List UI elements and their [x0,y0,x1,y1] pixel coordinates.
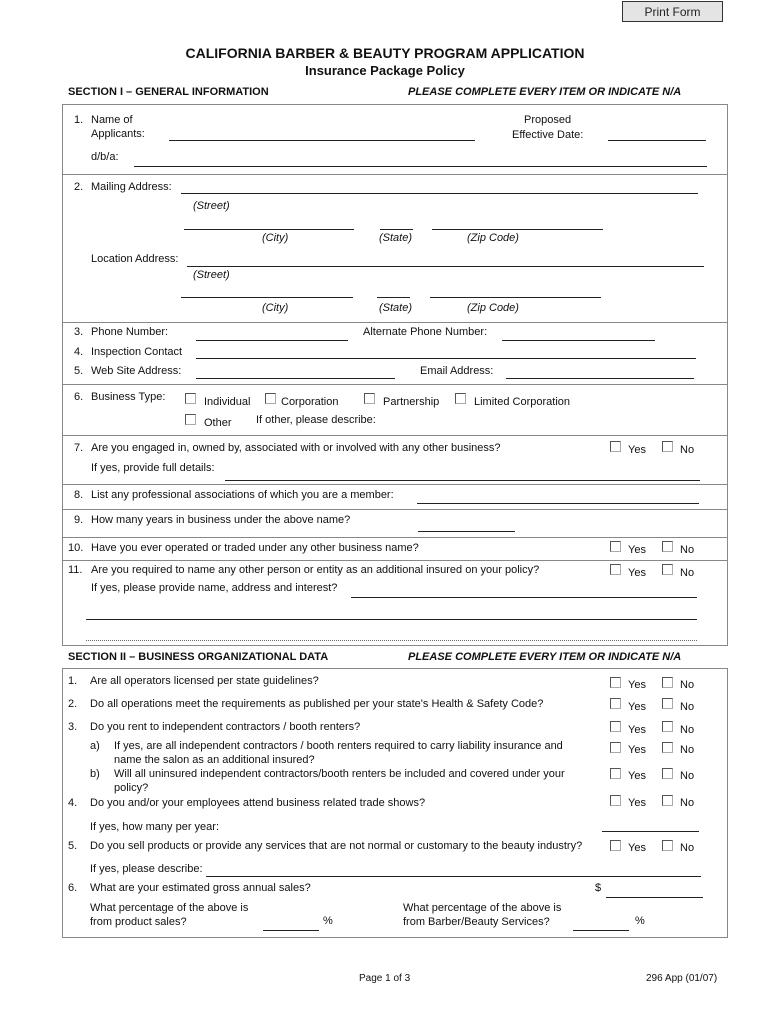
section1-instruction: PLEASE COMPLETE EVERY ITEM OR INDICATE N/A [408,86,682,98]
pct-services-percent: % [635,915,645,927]
individual-label: Individual [204,396,251,408]
q7-yes-label: Yes [628,444,646,456]
q5-label: Web Site Address: [91,365,182,377]
gross-sales-field[interactable] [606,897,703,898]
location-zip-field[interactable] [430,297,601,298]
email-field[interactable] [506,378,694,379]
page-number: Page 1 of 3 [359,973,411,984]
q8-label: List any professional associations of which you are a member: [91,489,394,501]
s2-q6-label: What are your estimated gross annual sales? [90,882,311,894]
q6-number: 6. [74,391,84,403]
s2-q1-yes-label: Yes [628,679,646,691]
pct-services-label-a: What percentage of the above is [403,902,562,914]
s2-q3-no-checkbox[interactable] [662,721,673,732]
q9-number: 9. [74,514,84,526]
divider [62,322,728,323]
q8-number: 8. [74,489,84,501]
q7-no-label: No [680,444,695,456]
other-checkbox[interactable] [185,414,196,425]
mailing-state-field[interactable] [380,229,413,230]
s2-q2-no-checkbox[interactable] [662,698,673,709]
years-in-business-field[interactable] [418,531,515,532]
q1-number: 1. [74,114,84,126]
s2-q5-no-label: No [680,842,695,854]
s2-q3b-no-checkbox[interactable] [662,768,673,779]
q10-number: 10. [68,542,84,554]
dba-field[interactable] [134,166,707,167]
individual-checkbox[interactable] [185,393,196,404]
location-city-field[interactable] [181,297,353,298]
q11-yes-checkbox[interactable] [610,564,621,575]
mailing-zip-field[interactable] [432,229,603,230]
divider [62,174,728,175]
s2-q1-no-label: No [680,679,695,691]
partnership-label: Partnership [383,396,440,408]
partnership-checkbox[interactable] [364,393,375,404]
s2-q3-label: Do you rent to independent contractors / booth renters? [90,721,361,733]
location-state-field[interactable] [377,297,410,298]
q7-label: Are you engaged in, owned by, associated with or involved with any other business? [91,442,501,454]
s2-q3a-line1: If yes, are all independent contractors / booth renters required to carry liability insurance and [114,740,563,752]
s2-q2-label: Do all operations meet the requirements as published per your state's Health & Safety Code? [90,698,544,710]
form-subtitle: Insurance Package Policy [305,63,465,78]
s2-q4-label: Do you and/or your employees attend business related trade shows? [90,797,426,809]
mailing-state-caption: (State) [379,232,413,244]
q11-label: Are you required to name any other person or entity as an additional insured on your policy? [91,564,540,576]
location-street-caption: (Street) [193,269,230,281]
s2-q3b-number: b) [90,768,100,780]
mailing-street-caption: (Street) [193,200,230,212]
s2-q2-number: 2. [68,698,78,710]
mailing-zip-caption: (Zip Code) [467,232,519,244]
s2-q3-number: 3. [68,721,78,733]
s2-q5-no-checkbox[interactable] [662,840,673,851]
section2-instruction: PLEASE COMPLETE EVERY ITEM OR INDICATE N/A [408,651,682,663]
limited-corporation-checkbox[interactable] [455,393,466,404]
s2-q1-label: Are all operators licensed per state guidelines? [90,675,319,687]
s2-q3b-line2: policy? [114,782,149,794]
s2-q4-followup-label: If yes, how many per year: [90,821,219,833]
q10-yes-checkbox[interactable] [610,541,621,552]
section1-heading: SECTION I – GENERAL INFORMATION [68,86,269,98]
s2-q5-label: Do you sell products or provide any services that are not normal or customary to the beauty industry? [90,840,583,852]
s2-q5-yes-checkbox[interactable] [610,840,621,851]
inspection-contact-field[interactable] [196,358,696,359]
pct-products-label-b: from product sales? [90,916,187,928]
s2-q3b-line1: Will all uninsured independent contractors/booth renters be included and covered under your [114,768,565,780]
divider [62,509,728,510]
s2-q1-number: 1. [68,675,78,687]
s2-q5-describe-field[interactable] [206,876,701,877]
trade-shows-per-year-field[interactable] [602,831,699,832]
dollar-sign: $ [595,882,602,894]
s2-q3a-no-label: No [680,744,695,756]
s2-q3a-number: a) [90,740,100,752]
if-other-label: If other, please describe: [256,414,376,426]
s2-q4-yes-checkbox[interactable] [610,795,621,806]
s2-q1-no-checkbox[interactable] [662,677,673,688]
s2-q2-no-label: No [680,701,695,713]
s2-q3b-yes-checkbox[interactable] [610,768,621,779]
q10-no-checkbox[interactable] [662,541,673,552]
corporation-label: Corporation [281,396,339,408]
s2-q4-no-checkbox[interactable] [662,795,673,806]
q10-yes-label: Yes [628,544,646,556]
pct-products-percent: % [323,915,333,927]
q4-number: 4. [74,346,84,358]
divider [62,537,728,538]
pct-services-field[interactable] [573,930,629,931]
q11-details-field-3[interactable] [86,640,697,641]
location-state-caption: (State) [379,302,413,314]
q6-label: Business Type: [91,391,166,403]
form-id: 296 App (01/07) [646,973,718,984]
email-label: Email Address: [420,365,494,377]
q11-number: 11. [68,564,83,576]
s2-q3-no-label: No [680,724,695,736]
location-label: Location Address: [91,253,179,265]
s2-q4-number: 4. [68,797,78,809]
q11-details-field[interactable] [351,597,697,598]
mailing-city-caption: (City) [262,232,289,244]
dba-label: d/b/a: [91,151,119,163]
q11-yes-label: Yes [628,567,646,579]
q7-number: 7. [74,442,84,454]
s2-q3-yes-label: Yes [628,724,646,736]
s2-q4-yes-label: Yes [628,797,646,809]
alt-phone-field[interactable] [502,340,655,341]
applicants-name-field[interactable] [169,140,475,141]
s2-q5-number: 5. [68,840,78,852]
q7-details-label: If yes, provide full details: [91,462,215,474]
website-field[interactable] [196,378,395,379]
s2-q3b-yes-label: Yes [628,770,646,782]
s2-q2-yes-label: Yes [628,701,646,713]
mailing-street-field[interactable] [181,193,698,194]
s2-q3b-no-label: No [680,770,695,782]
q1-label-a: Name of [91,114,133,126]
q2-number: 2. [74,181,84,193]
associations-field[interactable] [417,503,699,504]
pct-products-field[interactable] [263,930,319,931]
s2-q2-yes-checkbox[interactable] [610,698,621,709]
pct-services-label-b: from Barber/Beauty Services? [403,916,550,928]
divider [62,435,728,436]
q10-no-label: No [680,544,695,556]
s2-q6-number: 6. [68,882,78,894]
s2-q3-yes-checkbox[interactable] [610,721,621,732]
form-title: CALIFORNIA BARBER & BEAUTY PROGRAM APPLICATION [185,45,585,61]
mailing-city-field[interactable] [184,229,354,230]
q10-label: Have you ever operated or traded under any other business name? [91,542,419,554]
proposed-label-b: Effective Date: [512,129,584,141]
q2-label: Mailing Address: [91,181,172,193]
section2-heading: SECTION II – BUSINESS ORGANIZATIONAL DATA [68,651,329,663]
divider [62,560,728,561]
location-zip-caption: (Zip Code) [467,302,519,314]
proposed-label-a: Proposed [524,114,572,126]
q7-details-field[interactable] [225,480,700,481]
s2-q1-yes-checkbox[interactable] [610,677,621,688]
phone-field[interactable] [196,340,348,341]
effective-date-field[interactable] [608,140,706,141]
limited-corporation-label: Limited Corporation [474,396,570,408]
location-city-caption: (City) [262,302,289,314]
print-form-button[interactable]: Print Form [622,1,723,22]
q4-label: Inspection Contact [91,346,183,358]
q3-number: 3. [74,326,84,338]
q3-label: Phone Number: [91,326,169,338]
q11-details-field-2[interactable] [86,619,697,620]
q5-number: 5. [74,365,84,377]
s2-q5-followup-label: If yes, please describe: [90,863,203,875]
s2-q3a-yes-checkbox[interactable] [610,742,621,753]
s2-q3a-no-checkbox[interactable] [662,742,673,753]
s2-q4-no-label: No [680,797,695,809]
corporation-checkbox[interactable] [265,393,276,404]
q11-details-label: If yes, please provide name, address and interest? [91,582,338,594]
q9-label: How many years in business under the above name? [91,514,351,526]
q11-no-checkbox[interactable] [662,564,673,575]
q7-no-checkbox[interactable] [662,441,673,452]
q11-no-label: No [680,567,695,579]
other-label: Other [204,417,232,429]
divider [62,384,728,385]
s2-q5-yes-label: Yes [628,842,646,854]
q7-yes-checkbox[interactable] [610,441,621,452]
location-street-field[interactable] [187,266,704,267]
s2-q3a-line2: name the salon as an additional insured? [114,754,315,766]
alt-phone-label: Alternate Phone Number: [363,326,488,338]
s2-q3a-yes-label: Yes [628,744,646,756]
pct-products-label-a: What percentage of the above is [90,902,249,914]
divider [62,484,728,485]
q1-label-b: Applicants: [91,128,145,140]
